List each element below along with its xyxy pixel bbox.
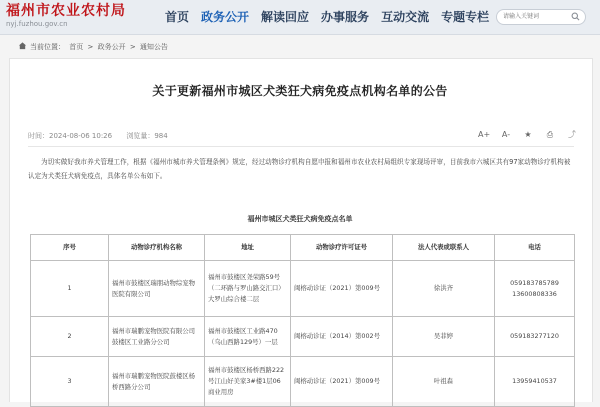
table-caption: 福州市城区犬类狂犬病免疫点名单 <box>247 215 353 223</box>
cell-phone: 059183785789 13600808336 <box>495 261 575 317</box>
search-icon[interactable] <box>571 12 580 21</box>
breadcrumb-label: 当前位置： <box>30 43 65 51</box>
nav-topics[interactable]: 专题专栏 <box>441 10 490 24</box>
breadcrumb-separator: > <box>129 43 136 51</box>
col-header-address: 地址 <box>205 235 291 261</box>
cell-address: 福州市鼓楼区尧荣路59号（二环路与罗山路交汇口）大罗山综合楼二层 <box>205 261 291 317</box>
font-decrease-icon[interactable]: A- <box>501 130 511 139</box>
cell-contact: 徐洪齐 <box>393 261 495 317</box>
vaccination-points-table <box>30 234 575 407</box>
table-row <box>31 317 575 357</box>
cell-license: 闽榕动诊证（2014）第002号 <box>291 317 393 357</box>
table-row <box>31 357 575 407</box>
favorite-icon[interactable]: ★ <box>524 130 532 139</box>
cell-contact: 叶祖森 <box>393 357 495 407</box>
logo-text: 福州市农业农村局 <box>6 3 126 19</box>
logo-url: nyj.fuzhou.gov.cn <box>6 20 68 28</box>
col-header-index: 序号 <box>31 235 109 261</box>
col-header-phone: 电话 <box>495 235 575 261</box>
breadcrumb-public-affairs[interactable]: 政务公开 <box>97 43 126 51</box>
table-row <box>31 261 575 317</box>
nav-home[interactable]: 首页 <box>165 10 190 24</box>
nav-interaction[interactable]: 互动交流 <box>381 10 430 24</box>
print-icon[interactable]: ⎙ <box>546 130 554 139</box>
site-header <box>0 0 600 35</box>
cell-clinic-name: 福州市瑞鹏宠物医院有限公司鼓楼区工业路分公司 <box>109 317 205 357</box>
divider <box>28 146 574 147</box>
cell-clinic-name: 福州市鼓楼区瑞朋动物综宠物医院有限公司 <box>109 261 205 317</box>
share-icon[interactable]: ⤴ <box>568 130 576 139</box>
nav-public-affairs[interactable]: 政务公开 <box>201 10 250 24</box>
cell-index: 1 <box>31 261 109 317</box>
cell-address: 福州市鼓楼区工业路470（乌山西路129号）一层 <box>205 317 291 357</box>
cell-index: 3 <box>31 357 109 407</box>
breadcrumb-trail <box>30 42 170 52</box>
publish-time: 时间：2024-08-06 10:26 <box>28 132 113 140</box>
nav-interpretation[interactable]: 解读回应 <box>261 10 310 24</box>
table-header-row <box>31 235 575 261</box>
article-title: 关于更新福州市城区犬类狂犬病免疫点机构名单的公告 <box>152 84 448 98</box>
cell-contact: 吴菲婷 <box>393 317 495 357</box>
breadcrumb-separator: > <box>87 43 94 51</box>
cell-license: 闽榕动诊证（2021）第009号 <box>291 357 393 407</box>
col-header-clinic-name: 动物诊疗机构名称 <box>109 235 205 261</box>
article-tools <box>478 129 588 141</box>
col-header-license: 动物诊疗许可证号 <box>291 235 393 261</box>
breadcrumb-notices[interactable]: 通知公告 <box>139 43 168 51</box>
search-input[interactable] <box>503 11 567 23</box>
home-icon <box>18 41 27 50</box>
breadcrumb <box>0 36 600 56</box>
article-body: 为切实做好我市养犬管理工作，根据《福州市城市养犬管理条例》规定，经过动物诊疗机构自愿申报和福州市农业农村局组织专家现场评审，目前我市六城区共有97家动物诊疗机构被认定为犬类狂犬病免疫点，具体名单公布如下。 <box>28 158 571 180</box>
cell-index: 2 <box>31 317 109 357</box>
main-nav <box>165 9 501 25</box>
cell-license: 闽榕动诊证（2021）第009号 <box>291 261 393 317</box>
col-header-contact: 法人代表或联系人 <box>393 235 495 261</box>
cell-clinic-name: 福州市瑞鹏宠物医院鼓楼区杨桥西路分公司 <box>109 357 205 407</box>
cell-address: 福州市鼓楼区杨桥西路222号江山好美家3#楼1层06商业用房 <box>205 357 291 407</box>
nav-services[interactable]: 办事服务 <box>321 10 370 24</box>
cell-phone: 13959410537 <box>495 357 575 407</box>
view-count: 浏览量：984 <box>126 132 168 140</box>
site-logo[interactable] <box>6 3 126 29</box>
font-increase-icon[interactable]: A+ <box>478 130 491 139</box>
cell-phone: 059183277120 <box>495 317 575 357</box>
article-meta <box>28 131 180 141</box>
search-box <box>496 9 586 25</box>
breadcrumb-home[interactable]: 首页 <box>69 43 84 51</box>
